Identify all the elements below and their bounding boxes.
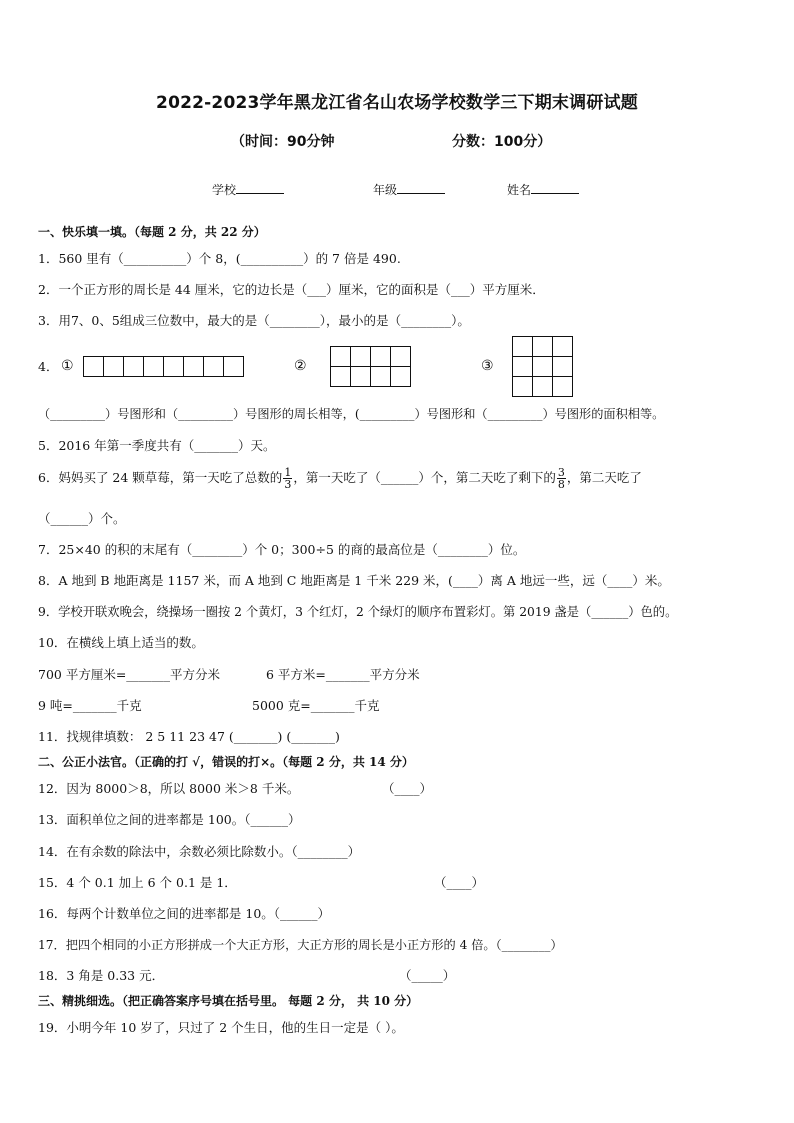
question-19: 19．小明今年 10 岁了，只过了 2 个生日，他的生日一定是（ ）。 [38, 1020, 404, 1035]
grid-cell [552, 336, 573, 357]
question-10: 10．在横线上填上适当的数。 [38, 635, 204, 650]
grid-cell [390, 366, 411, 387]
grade-field [373, 181, 445, 198]
question-4-number: 4． [38, 359, 59, 374]
fraction-one-third [283, 467, 292, 490]
grid-cell [552, 376, 573, 397]
name-field [507, 181, 579, 198]
grade-label: 年级 [373, 183, 398, 197]
question-10-item-a: 700 平方厘米=_______平方分米 [38, 667, 221, 682]
question-6-part-a: 6．妈妈买了 24 颗草莓，第一天吃了总数的 [38, 470, 283, 485]
question-10-item-d: 5000 克=_______千克 [252, 698, 380, 713]
page-title: 2022-2023学年黑龙江省名山农场学校数学三下期末调研试题 [156, 93, 638, 113]
fraction-1-denominator: 3 [284, 478, 292, 491]
section-1-heading: 一、快乐填一填。（每题 2 分，共 22 分） [38, 225, 266, 239]
school-label: 学校 [212, 183, 237, 197]
grid-cell [532, 336, 553, 357]
grid-cell [370, 346, 391, 367]
grid-cell [223, 356, 244, 377]
question-6 [38, 467, 642, 490]
question-15-answer: （____） [434, 875, 485, 890]
grid-cell [512, 336, 533, 357]
question-6-part-b: ，第一天吃了（______）个，第二天吃了剩下的 [293, 470, 556, 485]
figure-1-marker: ① [61, 358, 74, 374]
grid-cell [512, 376, 533, 397]
grid-cell [330, 346, 351, 367]
fraction-1-numerator: 1 [284, 466, 292, 479]
school-blank [236, 181, 284, 194]
figure-2-marker: ② [294, 358, 307, 374]
question-12-answer: （____） [382, 781, 433, 796]
question-8: 8．A 地到 B 地距离是 1157 米，而 A 地到 C 地距离是 1 千米 229 米，(____）离 A 地远一些，远（____）米。 [38, 573, 670, 588]
fraction-2-numerator: 3 [557, 466, 565, 479]
figure-3 [512, 336, 573, 397]
grid-cell [203, 356, 224, 377]
name-label: 姓名 [507, 183, 532, 197]
question-5: 5．2016 年第一季度共有（_______）天。 [38, 438, 276, 453]
grid-cell [390, 346, 411, 367]
question-2: 2．一个正方形的周长是 44 厘米，它的边长是（___）厘米，它的面积是（___）平方厘米． [38, 282, 545, 297]
figure-2 [330, 346, 411, 387]
grid-cell [123, 356, 144, 377]
question-10-item-c: 9 吨=_______千克 [38, 698, 142, 713]
figure-1 [83, 356, 244, 377]
question-1: 1．560 里有（__________）个 8，(__________）的 7 倍是 490. [38, 251, 401, 266]
name-blank [531, 181, 579, 194]
grid-cell [532, 356, 553, 377]
fraction-three-eighths [557, 467, 566, 490]
section-2-heading: 二、公正小法官。（正确的打 √，错误的打×。（每题 2 分，共 14 分） [38, 755, 414, 769]
grid-cell [163, 356, 184, 377]
question-10-item-b: 6 平方米=_______平方分米 [266, 667, 420, 682]
grid-cell [103, 356, 124, 377]
exam-score: 分数：100分） [452, 134, 552, 150]
question-6-continued: （______）个。 [38, 511, 126, 526]
question-9: 9．学校开联欢晚会，绕操场一圈按 2 个黄灯，3 个红灯，2 个绿灯的顺序布置彩灯。第 2019 盏是（______）色的。 [38, 605, 678, 619]
question-13: 13．面积单位之间的进率都是 100。（______） [38, 812, 301, 827]
grid-cell [552, 356, 573, 377]
question-17: 17．把四个相同的小正方形拼成一个大正方形，大正方形的周长是小正方形的 4 倍。（________） [38, 938, 563, 952]
figure-3-marker: ③ [481, 358, 494, 374]
grid-cell [350, 346, 371, 367]
question-18: 18．3 角是 0.33 元． [38, 968, 165, 983]
grid-cell [83, 356, 104, 377]
grid-cell [532, 376, 553, 397]
question-11: 11．找规律填数： 2 5 11 23 47 (_______) (_______) [38, 729, 340, 744]
fraction-2-denominator: 8 [557, 478, 565, 491]
question-12: 12．因为 8000＞8，所以 8000 米＞8 千米。 [38, 781, 300, 796]
question-7: 7．25×40 的积的末尾有（________）个 0；300÷5 的商的最高位是（________）位。 [38, 542, 526, 557]
question-15: 15．4 个 0.1 加上 6 个 0.1 是 1． [38, 875, 237, 890]
question-3: 3．用7、0、5组成三位数中，最大的是（________），最小的是（________）。 [38, 313, 470, 328]
grade-blank [397, 181, 445, 194]
question-18-answer: （_____） [399, 968, 456, 983]
exam-time: （时间：90分钟 [231, 134, 335, 150]
question-16: 16．每两个计数单位之间的进率都是 10。（______） [38, 906, 331, 921]
question-14: 14．在有余数的除法中，余数必须比除数小。（________） [38, 844, 361, 859]
grid-cell [512, 356, 533, 377]
question-6-part-c: ，第二天吃了 [566, 470, 642, 485]
grid-cell [143, 356, 164, 377]
grid-cell [330, 366, 351, 387]
grid-cell [370, 366, 391, 387]
section-3-heading: 三、精挑细选。（把正确答案序号填在括号里。 每题 2 分， 共 10 分） [38, 994, 419, 1008]
school-field [212, 181, 284, 198]
grid-cell [183, 356, 204, 377]
question-4-text: （_________）号图形和（_________）号图形的周长相等，(_________）号图形和（_________）号图形的面积相等。 [38, 407, 665, 421]
grid-cell [350, 366, 371, 387]
